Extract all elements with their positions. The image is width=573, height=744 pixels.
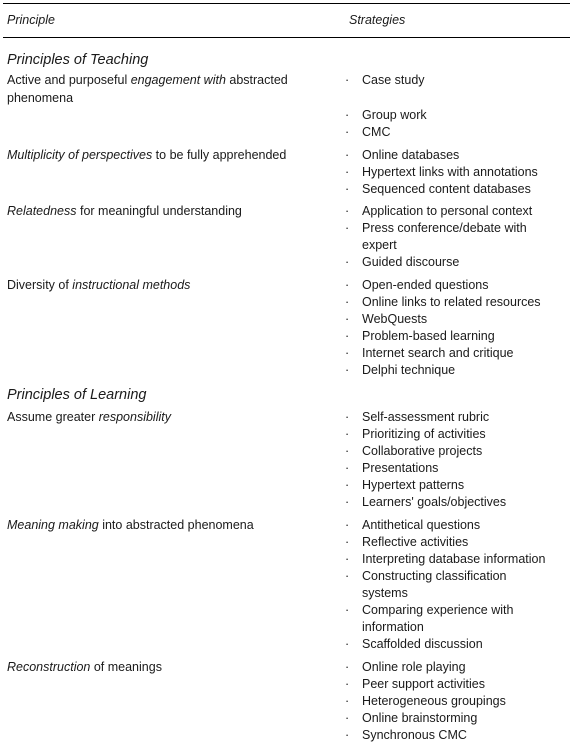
strategy-item — [345, 534, 468, 550]
bullet-icon: · — [345, 125, 350, 139]
principle-text: Diversity of — [7, 278, 73, 292]
strategy-text: WebQuests — [362, 312, 428, 326]
bullet-icon: · — [345, 427, 350, 441]
principle-cell — [7, 409, 171, 425]
strategy-text: Case study — [362, 73, 425, 87]
bullet-icon: · — [345, 148, 350, 162]
principle-emphasis: engagement with — [130, 73, 226, 87]
strategy-item — [345, 443, 482, 459]
strategy-item — [345, 602, 513, 618]
strategy-text: Hypertext patterns — [362, 478, 465, 492]
bullet-icon: · — [345, 73, 350, 87]
section-title: Principles of Teaching — [7, 52, 149, 68]
strategy-text: Delphi technique — [362, 363, 456, 377]
strategy-item — [345, 659, 466, 675]
bullet-icon: · — [345, 363, 350, 377]
bullet-icon: · — [345, 495, 350, 509]
strategy-item — [345, 345, 513, 361]
bullet-icon: · — [345, 346, 350, 360]
strategy-text: Heterogeneous groupings — [362, 694, 506, 708]
strategy-text: Group work — [362, 108, 427, 122]
strategy-text: Scaffolded discussion — [362, 637, 483, 651]
strategy-text: Sequenced content databases — [362, 182, 531, 196]
strategy-text: expert — [362, 238, 397, 252]
bullet-icon: · — [345, 204, 350, 218]
strategy-item — [345, 585, 408, 601]
section-title: Principles of Learning — [7, 387, 147, 403]
strategy-text: Prioritizing of activities — [362, 427, 486, 441]
principle-cell-line2: phenomena — [7, 91, 74, 105]
strategy-text: Guided discourse — [362, 255, 460, 269]
bullet-icon: · — [345, 711, 350, 725]
strategy-text: Online databases — [362, 148, 460, 162]
header-rule — [3, 37, 570, 38]
strategy-item — [345, 362, 455, 378]
bullet-icon: · — [345, 603, 350, 617]
strategy-text: CMC — [362, 125, 391, 139]
bullet-icon: · — [345, 677, 350, 691]
bullet-icon: · — [345, 461, 350, 475]
strategy-item — [345, 517, 480, 533]
strategy-item — [345, 693, 506, 709]
bullet-icon: · — [345, 569, 350, 583]
strategy-item — [345, 237, 397, 253]
bullet-icon: · — [345, 221, 350, 235]
principle-cell — [7, 147, 286, 163]
strategy-item — [345, 477, 464, 493]
bullet-icon: · — [345, 637, 350, 651]
strategy-item — [345, 107, 427, 123]
strategy-item — [345, 460, 438, 476]
principle-cell — [7, 517, 254, 533]
strategy-text: Internet search and critique — [362, 346, 514, 360]
strategy-text: Online links to related resources — [362, 295, 541, 309]
bullet-icon: · — [345, 255, 350, 269]
strategy-text: Interpreting database information — [362, 552, 546, 566]
header-strategies: Strategies — [349, 13, 406, 27]
principle-text: of meanings — [90, 660, 162, 674]
bullet-icon: · — [345, 660, 350, 674]
strategy-item — [345, 203, 532, 219]
strategy-item — [345, 426, 486, 442]
strategy-item — [345, 727, 467, 743]
strategy-text: Learners' goals/objectives — [362, 495, 507, 509]
strategy-item — [345, 409, 489, 425]
bullet-icon: · — [345, 552, 350, 566]
principle-text: to be fully apprehended — [152, 148, 287, 162]
strategy-text: systems — [362, 586, 408, 600]
principle-emphasis: Meaning making — [7, 518, 99, 532]
strategy-text: Presentations — [362, 461, 439, 475]
principle-text: into abstracted phenomena — [98, 518, 254, 532]
strategy-item — [345, 220, 527, 236]
strategy-text: Self-assessment rubric — [362, 410, 490, 424]
bullet-icon: · — [345, 444, 350, 458]
strategy-item — [345, 254, 459, 270]
bullet-icon: · — [345, 278, 350, 292]
strategy-item — [345, 277, 488, 293]
strategy-text: Online brainstorming — [362, 711, 478, 725]
bullet-icon: · — [345, 535, 350, 549]
principle-emphasis: Multiplicity of perspectives — [7, 148, 153, 162]
principle-emphasis: Relatedness — [7, 204, 77, 218]
strategy-text: Reflective activities — [362, 535, 469, 549]
strategy-text: Synchronous CMC — [362, 728, 467, 742]
strategy-item — [345, 311, 427, 327]
strategy-text: information — [362, 620, 424, 634]
bullet-icon: · — [345, 518, 350, 532]
principle-cell — [7, 277, 190, 293]
bullet-icon: · — [345, 478, 350, 492]
principle-cell — [7, 203, 242, 219]
strategy-item — [345, 124, 390, 140]
header-principle: Principle — [7, 13, 55, 27]
bullet-icon: · — [345, 295, 350, 309]
strategy-item — [345, 676, 485, 692]
bullet-icon: · — [345, 165, 350, 179]
strategy-item — [345, 181, 531, 197]
strategy-text: Comparing experience with — [362, 603, 514, 617]
strategy-text: Collaborative projects — [362, 444, 483, 458]
principle-text: for meaningful understanding — [76, 204, 242, 218]
bullet-icon: · — [345, 312, 350, 326]
strategy-text: Antithetical questions — [362, 518, 481, 532]
strategy-item — [345, 72, 425, 88]
bullet-icon: · — [345, 694, 350, 708]
bullet-icon: · — [345, 108, 350, 122]
strategy-text: Open-ended questions — [362, 278, 489, 292]
principle-text: Active and purposeful — [7, 73, 131, 87]
strategy-item — [345, 710, 477, 726]
strategy-text: Problem-based learning — [362, 329, 495, 343]
strategy-text: Online role playing — [362, 660, 466, 674]
principle-text: Assume greater — [7, 410, 99, 424]
strategy-text: Application to personal context — [362, 204, 533, 218]
bullet-icon: · — [345, 182, 350, 196]
bullet-icon: · — [345, 410, 350, 424]
strategy-item — [345, 164, 538, 180]
top-rule — [3, 3, 570, 4]
bullet-icon: · — [345, 329, 350, 343]
strategy-item — [345, 551, 545, 567]
strategy-item — [345, 619, 424, 635]
strategy-text: Constructing classification — [362, 569, 507, 583]
principle-cell — [7, 659, 162, 675]
strategy-text: Hypertext links with annotations — [362, 165, 538, 179]
strategy-item — [345, 636, 483, 652]
strategy-item — [345, 328, 495, 344]
bullet-icon: · — [345, 728, 350, 742]
principle-cell — [7, 72, 288, 88]
strategy-item — [345, 494, 506, 510]
strategy-text: Press conference/debate with — [362, 221, 527, 235]
strategy-item — [345, 147, 459, 163]
principle-emphasis: responsibility — [98, 410, 171, 424]
principle-emphasis: instructional methods — [72, 278, 191, 292]
strategy-item — [345, 568, 507, 584]
principle-emphasis: Reconstruction — [7, 660, 91, 674]
principle-text: abstracted — [225, 73, 288, 87]
strategy-item — [345, 294, 541, 310]
strategy-text: Peer support activities — [362, 677, 485, 691]
